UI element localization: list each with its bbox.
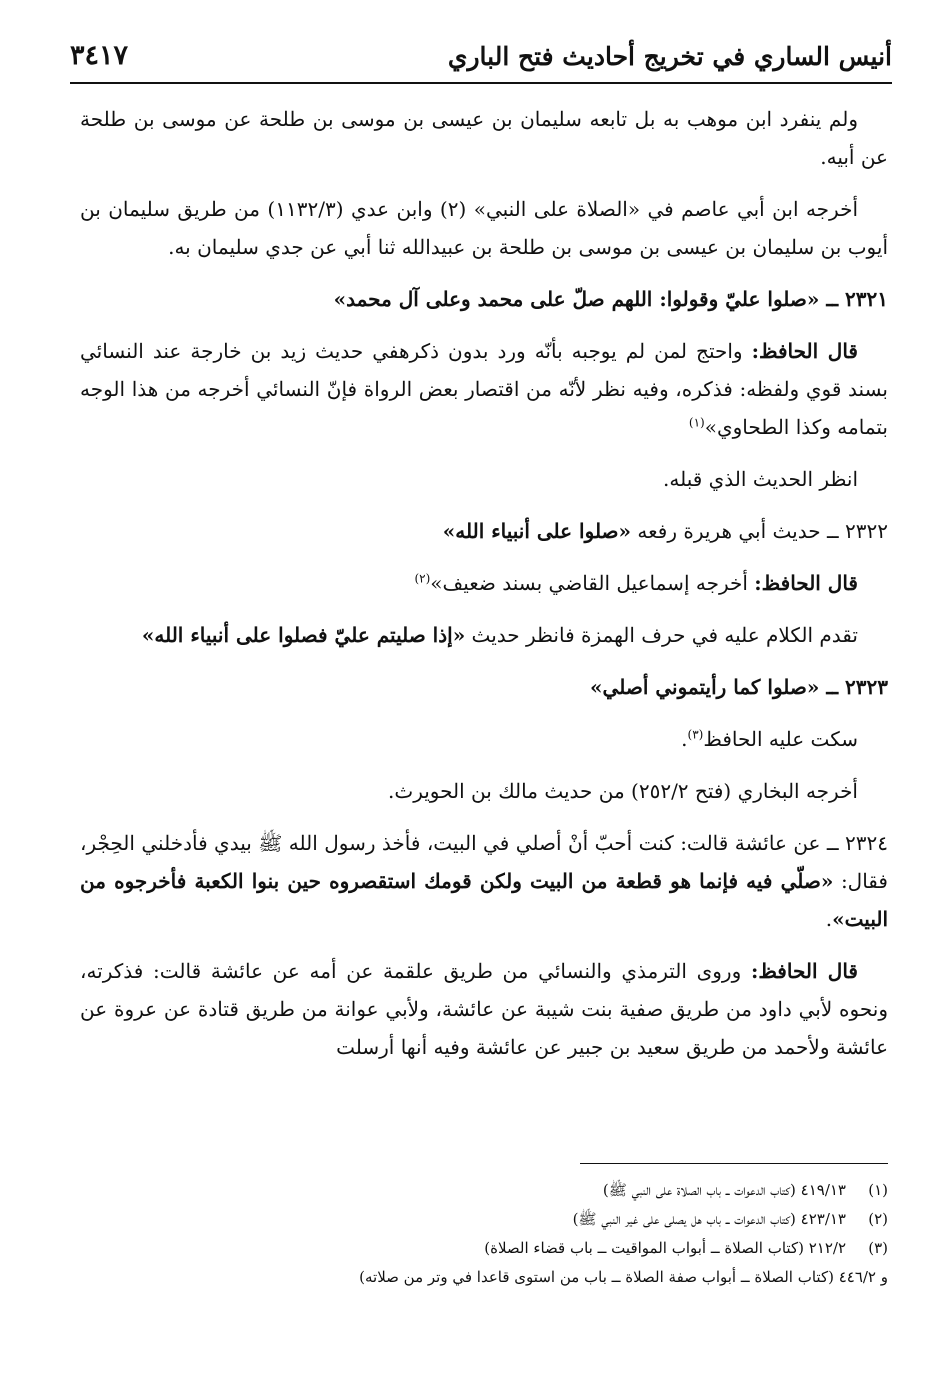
footnote-text: و ٤٤٦/٢ (كتاب الصلاة ــ أبواب صفة الصلاة ــ باب من استوى قاعدا في وتر من صلاته) (359, 1268, 888, 1286)
hafiz-comment (80, 952, 888, 1066)
footnote-item (120, 1263, 888, 1292)
hadith-intro: ٢٣٢٢ ــ حديث أبي هريرة رفعه (631, 519, 888, 543)
paragraph: ولم ينفرد ابن موهب به بل تابعه سليمان بن عيسى بن موسى بن طلحة عن موسى بن طلحة عن أبيه. (80, 107, 888, 169)
hadith-quote: «صلوا على أنبياء الله» (442, 519, 632, 543)
footnote-ref[interactable]: (١) (688, 415, 705, 430)
main-text (80, 100, 888, 1080)
footnote-item (120, 1205, 888, 1234)
running-title: أنيس الساري في تخريج أحاديث فتح الباري (447, 42, 892, 71)
hadith-heading-2321: ٢٣٢١ ــ «صلوا عليّ وقولوا: اللهم صلّ على محمد وعلى آل محمد» (333, 287, 888, 311)
hafiz-label: قال الحافظ: (750, 959, 858, 983)
hafiz-comment (80, 332, 888, 446)
footnotes (120, 1176, 888, 1292)
hafiz-comment (80, 564, 888, 602)
footnote-number: (٣) (868, 1239, 888, 1257)
hadith-heading-2323: ٢٣٢٣ ــ «صلوا كما رأيتموني أصلي» (590, 675, 888, 699)
comment-text: وروى الترمذي والنسائي من طريق علقمة عن أمه عن عائشة قالت: فذكرته، ونحوه لأبي داود من طريق صفية بنت شيبة عن عائشة، ولأبي عوانة من طريق قتادة عن عروة عن عائشة ولأحمد من طريق سعيد بن جبير عن عائشة وفيه أنها أرسلت (80, 959, 888, 1059)
footnote-ref[interactable]: (٢) (414, 571, 431, 586)
footnote-text: ٤٢٣/١٣ (كتاب الدعوات ــ باب هل يصلى على غير النبي ﷺ) (572, 1210, 846, 1228)
period: . (681, 727, 688, 751)
hafiz-label: قال الحافظ: (751, 339, 858, 363)
hadith-intro: ٢٣٢٤ ــ عن عائشة قالت: كنت أحبّ أنْ أصلي في البيت، فأخذ رسول الله ﷺ بيدي فأدخلني الحِجْر، فقال: (80, 831, 888, 893)
paragraph: أخرجه ابن أبي عاصم في «الصلاة على النبي» (٢) وابن عدي (١١٣٢/٣) من طريق سليمان بن أيوب بن سليمان بن عيسى بن موسى بن طلحة بن عبيدالله ثنا أبي عن جدي سليمان به. (80, 197, 888, 259)
paragraph (80, 616, 888, 654)
comment-text: أخرجه إسماعيل القاضي بسند ضعيف» (430, 571, 755, 595)
footnote-text: ٢١٢/٢ (كتاب الصلاة ــ أبواب المواقيت ــ باب قضاء الصلاة) (484, 1239, 846, 1257)
page-header (70, 38, 892, 84)
hadith-quote: «صلّي فيه فإنما هو قطعة من البيت ولكن قومك استقصروه حين بنوا الكعبة فأخرجوه من البيت» (80, 869, 888, 931)
hadith-heading-2324 (80, 824, 888, 938)
page-number: ٣٤١٧ (70, 40, 129, 71)
footnote-item (120, 1234, 888, 1263)
hafiz-label: قال الحافظ: (754, 571, 858, 595)
paragraph: أخرجه البخاري (فتح ٢٥٢/٢) من حديث مالك بن الحويرث. (388, 779, 858, 803)
hadith-quote: «إذا صليتم عليّ فصلوا على أنبياء الله» (141, 623, 466, 647)
footnote-divider (580, 1163, 888, 1164)
footnote-ref[interactable]: (٣) (687, 727, 704, 742)
footnote-item (120, 1176, 888, 1205)
paragraph (80, 720, 888, 758)
footnote-number: (٢) (868, 1210, 888, 1228)
cross-ref-text: تقدم الكلام عليه في حرف الهمزة فانظر حديث (465, 623, 858, 647)
footnote-text: ٤١٩/١٣ (كتاب الدعوات ــ باب الصلاة على النبي ﷺ) (602, 1181, 846, 1199)
footnote-number: (١) (868, 1181, 888, 1199)
period: . (825, 907, 833, 931)
hadith-heading-2322 (80, 512, 888, 550)
comment-text: واحتج لمن لم يوجبه بأنّه ورد بدون ذكرهفي حديث زيد بن خارجة عند النسائي بسند قوي ولفظه: فذكره، وفيه نظر لأنّه من اقتصار بعض الرواة فإنّ النسائي أخرجه من هذا الوجه بتمامه وكذا الطحاوي» (80, 339, 888, 439)
paragraph: انظر الحديث الذي قبله. (663, 467, 858, 491)
silence-note: سكت عليه الحافظ (703, 727, 858, 751)
